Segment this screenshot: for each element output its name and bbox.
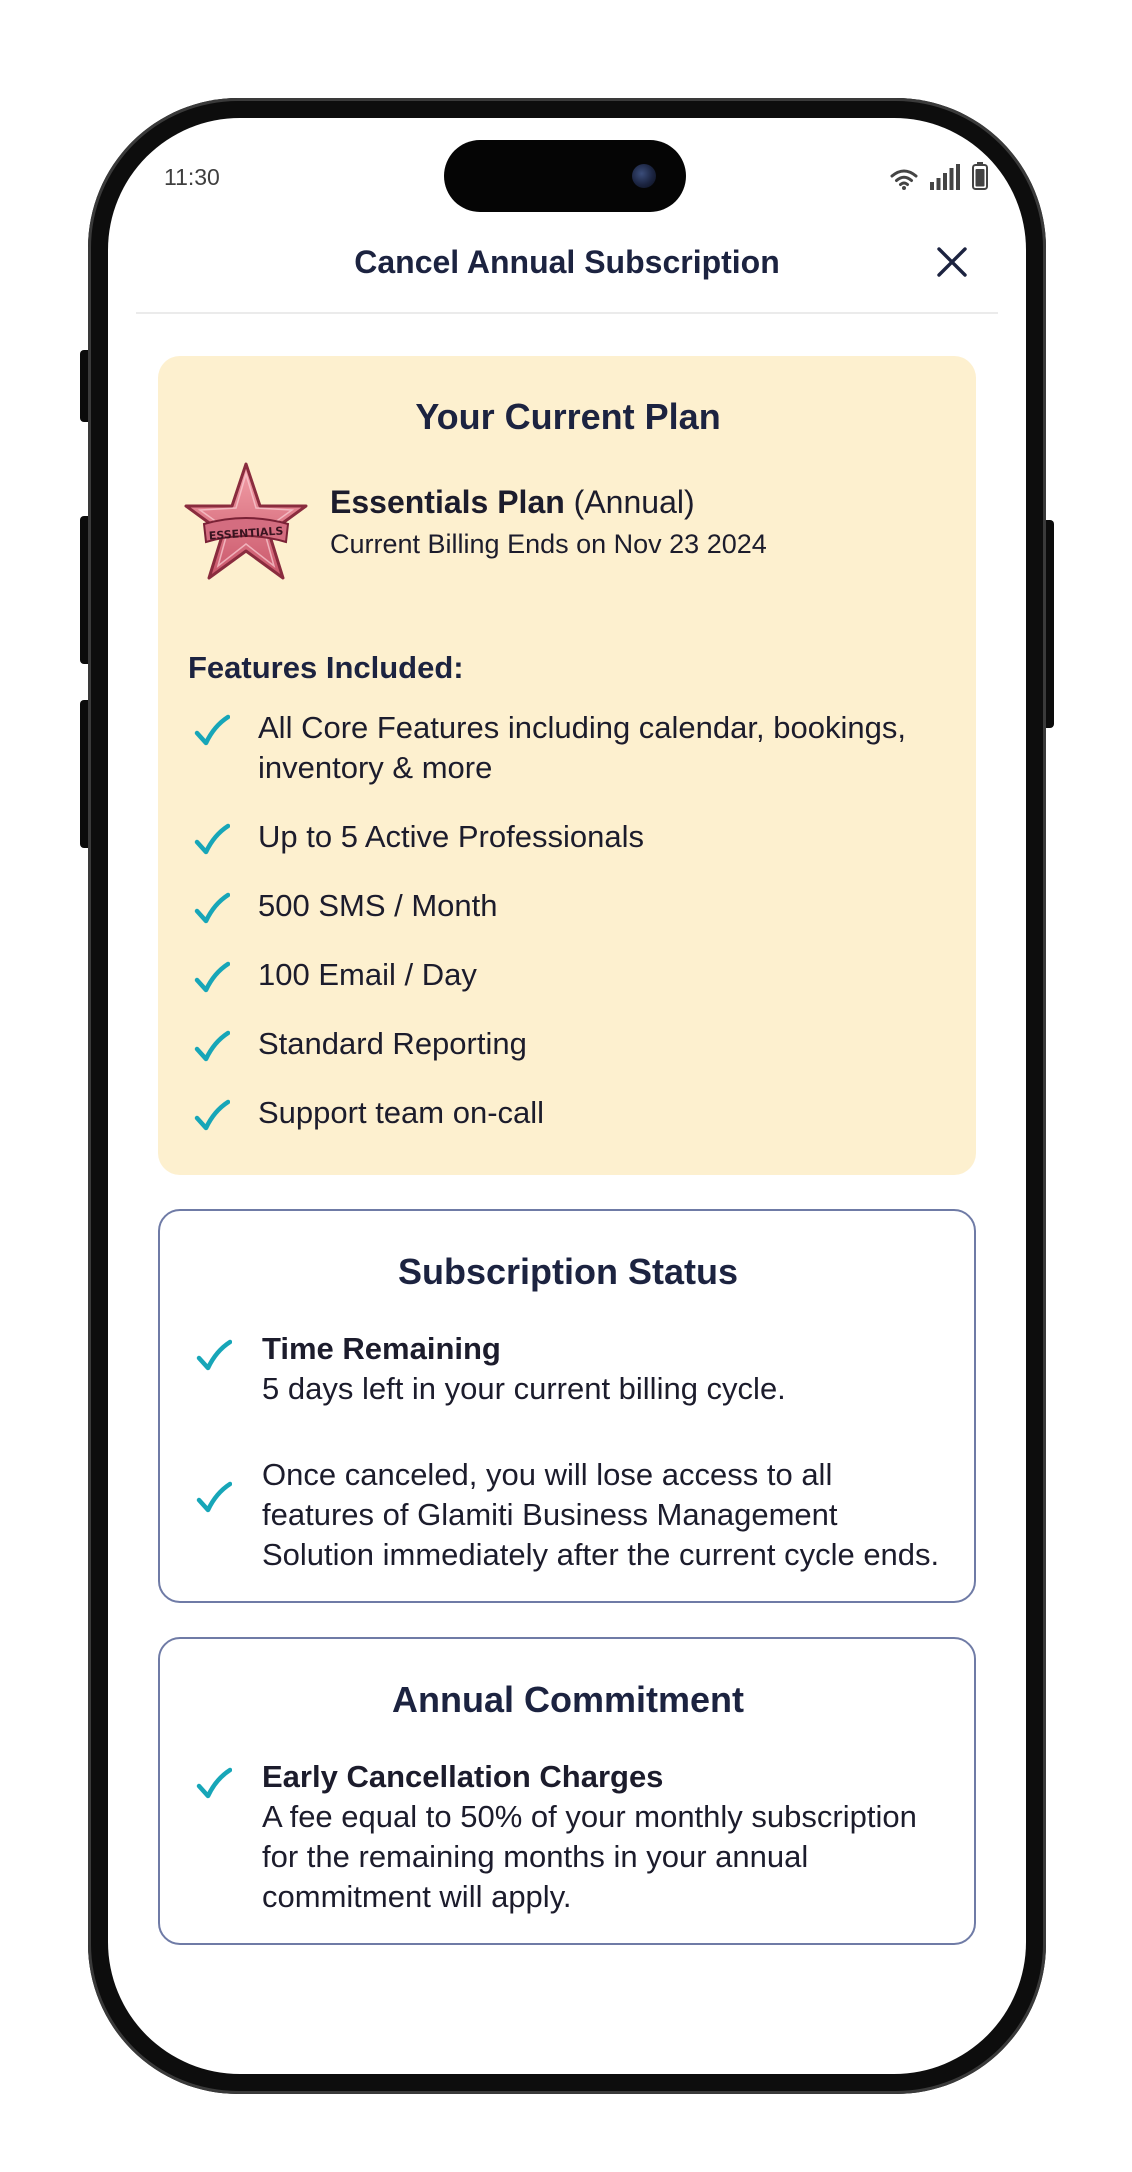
plan-name-line [330,484,767,521]
status-time: 11:30 [164,164,220,190]
access-loss-text: Once canceled, you will lose access to all features of Glamiti Business Management Solution immediately after the current cycle ends. [262,1457,940,1572]
feature-item [188,886,948,926]
badge-text: ESSENTIALS [208,524,284,543]
plan-name: Essentials Plan [330,484,565,520]
commitment-list [190,1757,946,1917]
current-plan-card [158,356,976,1175]
feature-list [188,708,948,1133]
feature-item [188,1093,948,1133]
essentials-star-badge [182,460,310,584]
scroll-content[interactable] [158,356,976,1945]
dynamic-island [444,140,686,212]
check-icon [194,1099,230,1133]
page-title: Cancel Annual Subscription [354,244,780,280]
check-icon [196,1339,232,1373]
check-icon [194,892,230,926]
close-button[interactable] [928,238,976,286]
feature-text: Support team on-call [258,1095,545,1130]
feature-text: All Core Features including calendar, bookings, inventory & more [258,710,906,785]
early-cancellation-heading: Early Cancellation Charges [262,1759,664,1794]
feature-item [188,1024,948,1064]
feature-text: 500 SMS / Month [258,888,498,923]
feature-text: 100 Email / Day [258,957,477,992]
front-camera-icon [632,164,656,188]
subscription-status-title: Subscription Status [397,1251,739,1292]
status-icons [890,162,988,190]
status-item-body [262,1329,786,1409]
feature-text: Up to 5 Active Professionals [258,819,644,854]
commitment-item-body [262,1757,946,1917]
features-heading: Features Included: [188,650,464,685]
plan-term: (Annual) [564,484,695,520]
annual-commitment-card [158,1637,976,1945]
feature-item [188,817,948,857]
status-item [190,1455,946,1575]
status-item [190,1329,946,1409]
close-icon [928,238,976,286]
status-bar [108,118,1026,228]
status-list [190,1329,946,1575]
modal-header [136,228,998,314]
check-icon [196,1767,232,1801]
feature-text: Standard Reporting [258,1026,527,1061]
cellular-signal-icon [930,164,960,190]
battery-icon [972,162,988,190]
check-icon [194,714,230,748]
feature-item [188,708,948,788]
plan-info [330,484,767,560]
plan-summary [188,460,948,584]
subscription-status-card [158,1209,976,1603]
check-icon [196,1481,232,1515]
status-item-body [262,1455,946,1575]
phone-screen [108,118,1026,2074]
check-icon [194,961,230,995]
time-remaining-heading: Time Remaining [262,1331,501,1366]
billing-end-date: Current Billing Ends on Nov 23 2024 [330,529,767,559]
feature-item [188,955,948,995]
current-plan-title: Your Current Plan [415,396,721,437]
wifi-icon [890,168,918,190]
early-cancellation-text: A fee equal to 50% of your monthly subscription for the remaining months in your annual commitment will apply. [262,1799,917,1914]
check-icon [194,1030,230,1064]
check-icon [194,823,230,857]
annual-commitment-title: Annual Commitment [391,1679,744,1720]
time-remaining-text: 5 days left in your current billing cycle. [262,1371,786,1406]
commitment-item [190,1757,946,1917]
